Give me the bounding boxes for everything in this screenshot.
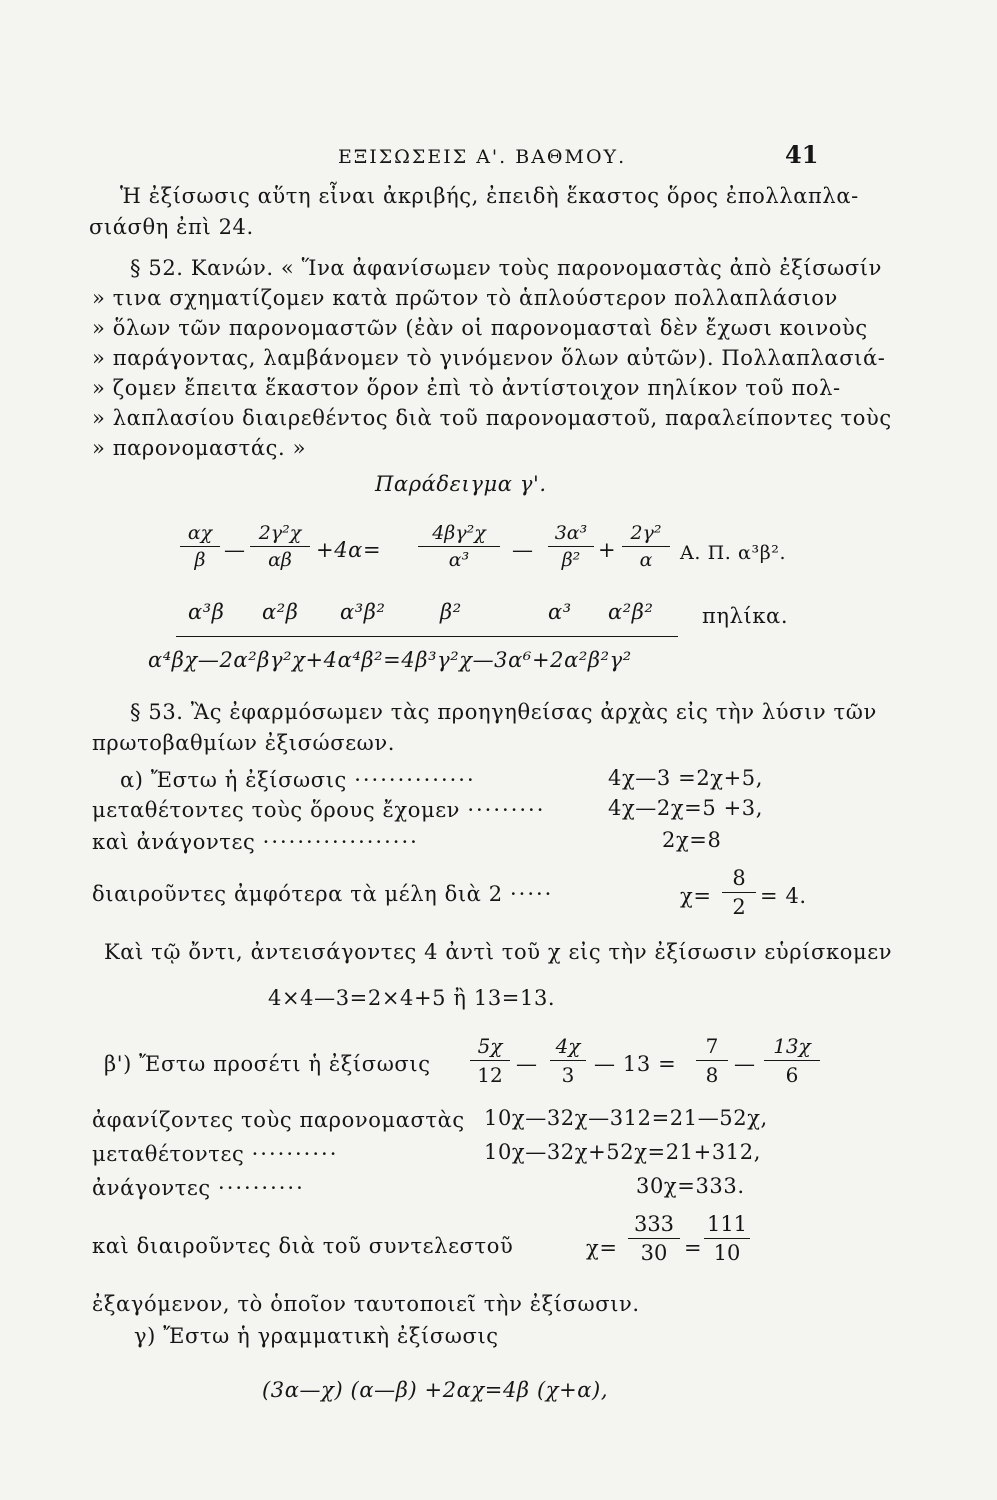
- case-c-expr: (3α—χ) (α—β) +2αχ=4β (χ+α),: [262, 1378, 609, 1402]
- quotient-1: α³β: [188, 600, 225, 624]
- example-title: Παράδειγμα γ'.: [375, 472, 547, 496]
- quotients-label: πηλίκα.: [702, 604, 789, 628]
- section52-line-6: » λαπλασίου διαιρεθέντος διὰ τοῦ παρονομαστοῦ, παραλείποντες τοὺς: [92, 406, 892, 430]
- case-b-result-fraction-2: 111 10: [704, 1212, 750, 1265]
- example-op-1: —: [224, 538, 246, 562]
- example-lcm-label: Α. Π. α³β².: [680, 542, 787, 564]
- case-b-divide-label: καὶ διαιροῦντες διὰ τοῦ συντελεστοῦ: [92, 1234, 514, 1258]
- case-a-x-eq: χ=: [680, 884, 712, 908]
- example-op-2: +4α=: [316, 538, 382, 562]
- section52-line-7: » παρονομαστάς. »: [92, 436, 307, 460]
- case-b-expr-2: 10χ—32χ+52χ=21+312,: [484, 1140, 762, 1164]
- section53-line-1: § 53. Ἂς ἐφαρμόσωμεν τὰς προηγηθείσας ἀρχὰς εἰς τὴν λύσιν τῶν: [130, 700, 877, 724]
- case-a-expr-3: 2χ=8: [662, 828, 722, 852]
- section52-line-4: » παράγοντας, λαμβάνομεν τὸ γινόμενον ὅλων αὐτῶν). Πολλαπλασιά-: [92, 346, 886, 370]
- section52-line-1: § 52. Κανών. « Ἵνα ἀφανίσωμεν τοὺς παρονομαστὰς ἀπὸ ἐξίσωσίν: [130, 256, 882, 280]
- quotient-6: α²β²: [608, 600, 654, 624]
- case-b-fraction-2: 4χ 3: [550, 1034, 586, 1087]
- example-fraction-1: αχ β: [180, 522, 220, 571]
- case-a-result: = 4.: [760, 884, 807, 908]
- quotient-2: α²β: [262, 600, 299, 624]
- case-a-check-expr: 4×4—3=2×4+5 ἢ 13=13.: [268, 986, 556, 1010]
- quotient-3: α³β²: [340, 600, 386, 624]
- case-b-label-3: ἀνάγοντες ··········: [92, 1176, 305, 1200]
- case-b-fraction-1: 5χ 12: [470, 1034, 510, 1087]
- case-b-op-3: —: [734, 1052, 756, 1076]
- case-b-op-1: —: [516, 1052, 538, 1076]
- section53-line-2: πρωτοβαθμίων ἐξισώσεων.: [92, 731, 396, 755]
- case-b-label-2: μεταθέτοντες ··········: [92, 1142, 339, 1166]
- intro-line-2: σιάσθη ἐπὶ 24.: [89, 215, 254, 239]
- case-a-label-4: διαιροῦντες ἀμφότερα τὰ μέλη διὰ 2 ·····: [92, 882, 554, 906]
- case-b-fraction-4: 13χ 6: [764, 1034, 820, 1087]
- case-a-fraction: 8 2: [722, 866, 756, 919]
- section52-line-2: » τινα σχηματίζομεν κατὰ πρῶτον τὸ ἁπλούστερον πολλαπλάσιον: [92, 286, 838, 310]
- case-b-x-eq: χ=: [586, 1236, 618, 1260]
- case-b-fraction-3: 7 8: [696, 1034, 728, 1087]
- quotient-4: β²: [440, 600, 462, 624]
- case-c-label: γ) Ἔστω ἡ γραμματικὴ ἐξίσωσις: [134, 1324, 499, 1348]
- example-result: α⁴βχ—2α²βγ²χ+4α⁴β²=4β³γ²χ—3α⁶+2α²β²γ²: [148, 648, 632, 672]
- case-b-label-1: ἀφανίζοντες τοὺς παρονομαστὰς: [92, 1108, 465, 1132]
- page-number: 41: [785, 140, 819, 169]
- section52-line-5: » ζομεν ἔπειτα ἕκαστον ὅρον ἐπὶ τὸ ἀντίστοιχον πηλίκον τοῦ πολ-: [92, 376, 841, 400]
- example-op-4: +: [598, 538, 617, 562]
- intro-line-1: Ἡ ἐξίσωσις αὕτη εἶναι ἀκριβής, ἐπειδὴ ἕκαστος ὅρος ἐπολλαπλα-: [120, 184, 859, 208]
- example-op-3: —: [512, 538, 534, 562]
- case-a-label-3: καὶ ἀνάγοντες ··················: [92, 830, 419, 854]
- case-b-result-fraction-1: 333 30: [628, 1212, 680, 1265]
- example-fraction-2: 2γ²χ αβ: [250, 522, 310, 571]
- case-b-label: β') Ἔστω προσέτι ἡ ἐξίσωσις: [104, 1052, 431, 1076]
- case-a-label-2: μεταθέτοντες τοὺς ὅρους ἔχομεν ·········: [92, 798, 546, 822]
- case-b-expr-3: 30χ=333.: [636, 1174, 745, 1198]
- case-a-label-1: α) Ἔστω ἡ ἐξίσωσις ··············: [120, 768, 476, 792]
- example-rule: [176, 636, 678, 637]
- case-a-check-line: Καὶ τῷ ὄντι, ἀντεισάγοντες 4 ἀντὶ τοῦ χ εἰς τὴν ἐξίσωσιν εὑρίσκομεν: [104, 940, 893, 964]
- example-fraction-3: 4βγ²χ α³: [418, 522, 500, 571]
- case-b-conclusion: ἐξαγόμενον, τὸ ὁποῖον ταυτοποιεῖ τὴν ἐξίσωσιν.: [92, 1292, 640, 1316]
- example-fraction-5: 2γ² α: [622, 522, 670, 571]
- quotient-5: α³: [548, 600, 572, 624]
- case-b-expr-1: 10χ—32χ—312=21—52χ,: [484, 1106, 768, 1130]
- case-b-op-2: — 13 =: [594, 1052, 677, 1076]
- case-a-expr-2: 4χ—2χ=5 +3,: [608, 796, 764, 820]
- section52-line-3: » ὅλων τῶν παρονομαστῶν (ἐὰν οἱ παρονομασταὶ δὲν ἔχωσι κοινοὺς: [92, 316, 868, 340]
- running-title: ΕΞΙΣΩΣΕΙΣ Α'. ΒΑΘΜΟΥ.: [338, 146, 627, 168]
- case-a-expr-1: 4χ—3 =2χ+5,: [608, 766, 764, 790]
- case-b-eq: =: [684, 1236, 703, 1260]
- example-fraction-4: 3α³ β²: [548, 522, 594, 571]
